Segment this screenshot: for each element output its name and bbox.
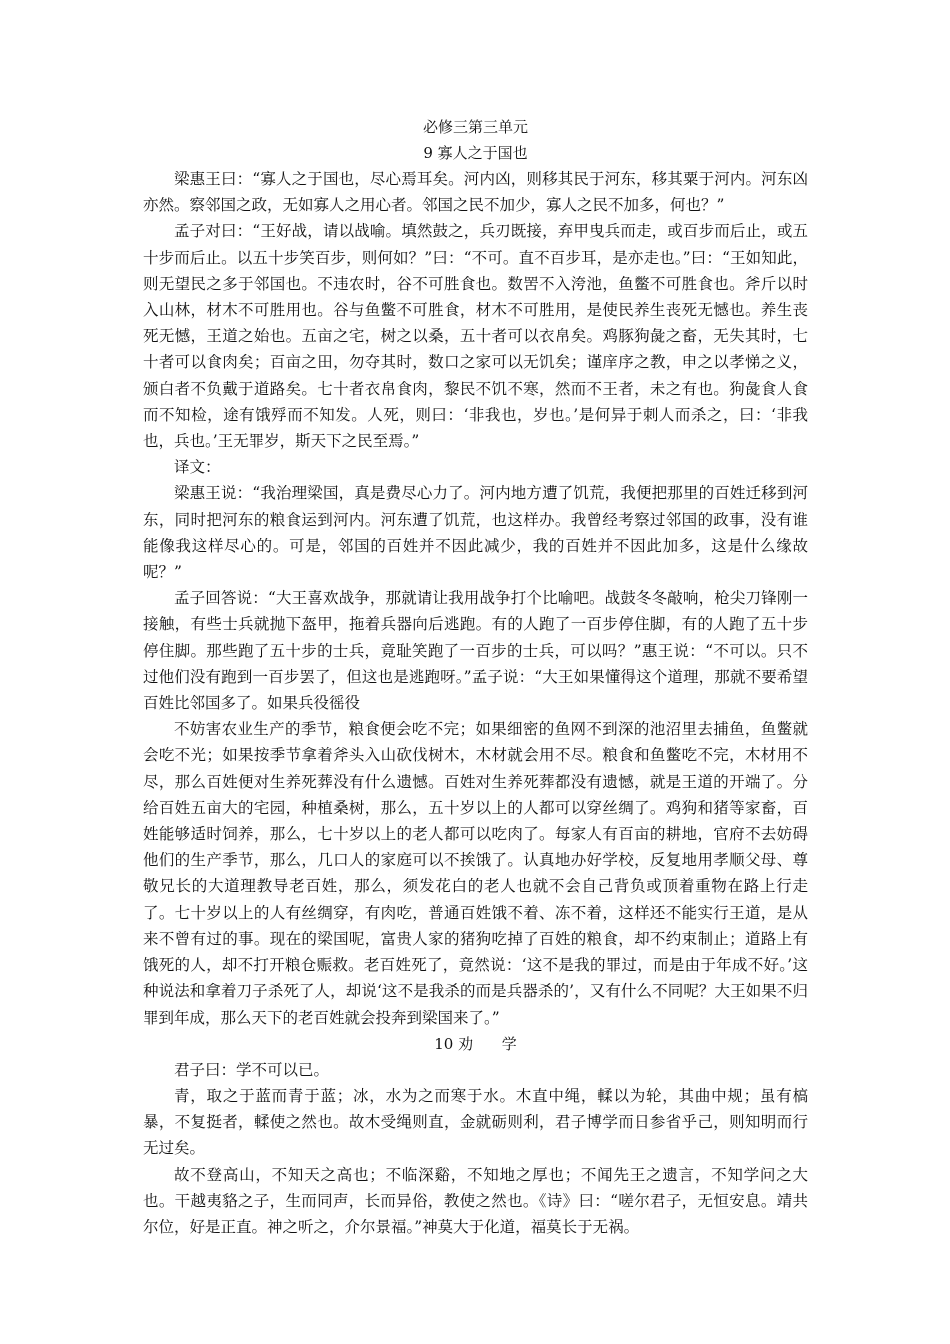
lesson-10-title: 10 劝 学	[434, 1034, 517, 1053]
lesson-9-paragraph-1: 梁惠王曰：“寡人之于国也，尽心焉耳矣。河内凶，则移其民于河东，移其粟于河内。河东凶亦然。察邻国之政，无如寡人之用心者。邻国之民不加少，寡人之民不加多，何也？”	[143, 170, 808, 215]
unit-title: 必修三第三单元	[422, 118, 528, 136]
lesson-10-paragraph-3: 故不登高山，不知天之高也；不临深谿，不知地之厚也；不闻先王之遗言，不知学问之大也。干越夷貉之子，生而同声，长而异俗，教使之然也。《诗》曰：“嗟尔君子，无恒安息。靖共尔位，好是正直。神之听之，介尔景福。”神莫大于化道，福莫长于无祸。	[143, 1165, 808, 1236]
translation-paragraph-3: 不妨害农业生产的季节，粮食便会吃不完；如果细密的鱼网不到深的池沼里去捕鱼，鱼鳖就会吃不光；如果按季节拿着斧头入山砍伐树木，木材就会用不尽。粮食和鱼鳖吃不完，木材用不尽，那么百姓便对生养死葬没有什么遗憾。百姓对生养死葬都没有遗憾，就是王道的开端了。分给百姓五亩大的宅园，种植桑树，那么，五十岁以上的人都可以穿丝绸了。鸡狗和猪等家畜，百姓能够适时饲养，那么，七十岁以上的老人都可以吃肉了。每家人有百亩的耕地，官府不去妨碍他们的生产季节，那么，几口人的家庭可以不挨饿了。认真地办好学校，反复地用孝顺父母、尊敬兄长的大道理教导老百姓，那么，须发花白的老人也就不会自己背负或顶着重物在路上行走了。七十岁以上的人有丝绸穿，有肉吃，普通百姓饿不着、冻不着，这样还不能实行王道，是从来不曾有过的事。现在的梁国呢，富贵人家的猪狗吃掉了百姓的粮食，却不约束制止；道路上有饿死的人，却不打开粮仓赈救。老百姓死了，竟然说：‘这不是我的罪过，而是由于年成不好。’这种说法和拿着刀子杀死了人，却说‘这不是我杀的而是兵器杀的’，又有什么不同呢？大王如果不归罪到年成，那么天下的老百姓就会投奔到梁国来了。”	[143, 720, 808, 1027]
lesson-10-paragraph-1: 君子曰：学不可以已。	[174, 1060, 330, 1079]
translation-paragraph-2: 孟子回答说：“大王喜欢战争，那就请让我用战争打个比喻吧。战鼓冬冬敲响，枪尖刀锋刚一接触，有些士兵就抛下盔甲，拖着兵器向后逃跑。有的人跑了一百步停住脚，有的人跑了五十步停住脚。那些跑了五十步的士兵，竟耻笑跑了一百步的士兵，可以吗？”惠王说：“不可以。只不过他们没有跑到一百步罢了，但这也是逃跑呀。”孟子说：“大王如果懂得这个道理，那就不要希望百姓比邻国多了。如果兵役徭役	[143, 589, 808, 713]
lesson-9-paragraph-2: 孟子对曰：“王好战，请以战喻。填然鼓之，兵刃既接，弃甲曳兵而走，或百步而后止，或五十步而后止。以五十步笑百步，则何如？”曰：“不可。直不百步耳，是亦走也。”曰：“王如知此，则无望民之多于邻国也。不违农时，谷不可胜食也。数罟不入洿池，鱼鳖不可胜食也。斧斤以时入山林，材木不可胜用也。谷与鱼鳖不可胜食，材木不可胜用，是使民养生丧死无憾也。养生丧死无憾，王道之始也。五亩之宅，树之以桑，五十者可以衣帛矣。鸡豚狗彘之畜，无失其时，七十者可以食肉矣；百亩之田，勿夺其时，数口之家可以无饥矣；谨庠序之教，申之以孝悌之义，颁白者不负戴于道路矣。七十者衣帛食肉，黎民不饥不寒，然而不王者，未之有也。狗彘食人食而不知检，途有饿殍而不知发。人死，则曰：‘非我也，岁也。’是何异于刺人而杀之，曰：‘非我也，兵也。’王无罪岁，斯天下之民至焉。”	[143, 222, 808, 451]
translation-label: 译文：	[174, 458, 221, 477]
document-page	[143, 114, 808, 1240]
lesson-9-title: 9 寡人之于国也	[423, 144, 528, 162]
translation-paragraph-1: 梁惠王说：“我治理梁国，真是费尽心力了。河内地方遭了饥荒，我便把那里的百姓迁移到河东，同时把河东的粮食运到河内。河东遭了饥荒，也这样办。我曾经考察过邻国的政事，没有谁能像我这样尽心的。可是，邻国的百姓并不因此减少，我的百姓并不因此加多，这是什么缘故呢？”	[143, 484, 808, 582]
lesson-10-paragraph-2: 青，取之于蓝而青于蓝；冰，水为之而寒于水。木直中绳，輮以为轮，其曲中规；虽有槁暴，不复挺者，輮使之然也。故木受绳则直，金就砺则利，君子博学而日参省乎己，则知明而行无过矣。	[143, 1086, 808, 1158]
